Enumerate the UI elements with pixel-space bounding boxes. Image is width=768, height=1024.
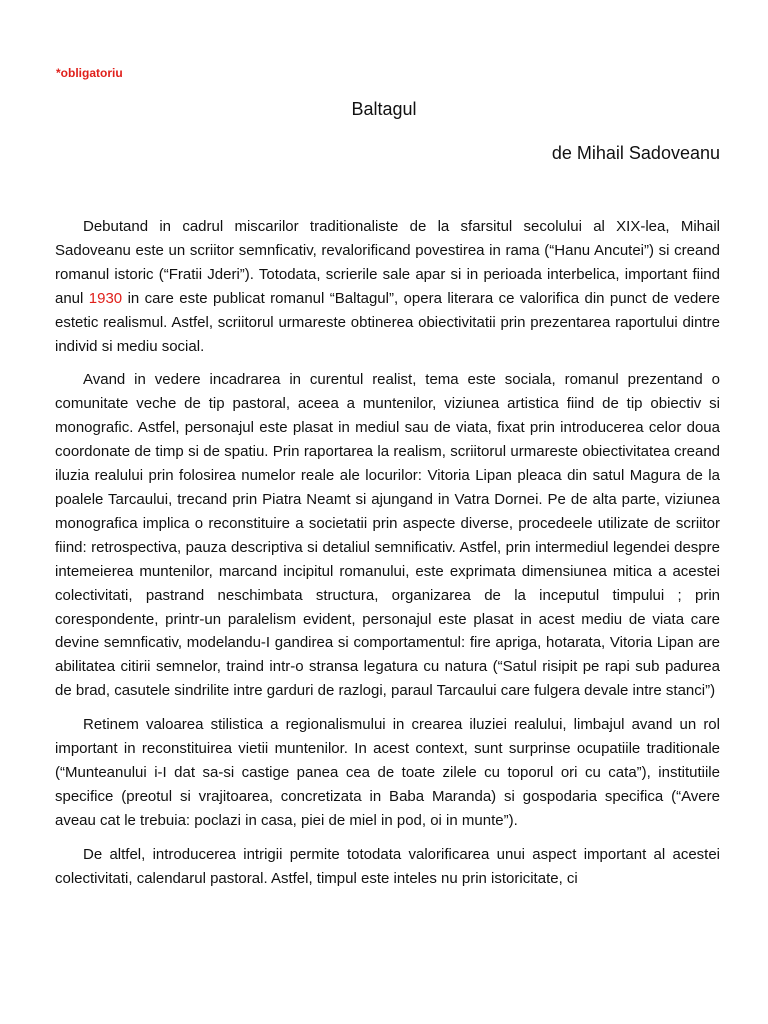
highlighted-year: 1930 <box>88 289 123 307</box>
paragraph-4: De altfel, introducerea intrigii permite totodata valorificarea unui aspect important al acestei colectivitati, calendarul pastoral. Astfel, timpul este inteles nu prin istoricitate, ci <box>55 845 720 887</box>
author-line: de Mihail Sadoveanu <box>551 143 720 163</box>
paragraph-1-text-before-year: Debutand in cadrul miscarilor traditionaliste de la sfarsitul secolului al XIX-lea, Mihail Sadoveanu este un scriitor semnficativ, revalorificand povestirea in rama (“Hanu Ancutei”) si creand romanul istoric (“Fratii Jderi”). Totodata, scrierile sale apar si in perioada interbelica, important fiind anul <box>55 218 720 307</box>
paragraph-1 <box>55 215 720 358</box>
paragraph-2: Avand in vedere incadrarea in curentul realist, tema este sociala, romanul prezentand o comunitate veche de tip pastoral, aceea a muntenilor, viziunea artistica fiind de tip obiectiv si monografic. Astfel, personajul este plasat in mediul sau de viata, fixat prin introducerea celor doua coordonate de timp si de spatiu. Prin raportarea la realism, scriitorul urmareste obiectivitatea creand iluzia realului prin folosirea numelor reale ale locurilor: Vitoria Lipan pleaca din satul Magura de la poalele Tarcaului, trecand prin Piatra Neamt si ajungand in Vatra Dornei. Pe de alta parte, viziunea monografica implica o reconstituire a societatii prin aspecte diverse, procedeele utilizate de scriitor fiind: retrospectiva, pauza descriptiva si detaliul semnificativ. Astfel, prin intermediul legendei despre intemeierea muntenilor, marcand incipitul romanului, este exprimata dimensiunea mitica a acestei colectivitati, pastrand neschimbata structura, organizarea de la inceputul timpului ; prin corespondente, printr-un paralelism evident, personajul este plasat in acest mediu de viata care devine semnficativ, modelandu-I gandirea si comportamentul: fire apriga, hotarata, Vitoria Lipan are abilitatea citirii semnelor, traind intr-o stransa legatura cu natura (“Satul risipit pe rapi sub padurea de brad, casutele sindrilite intre garduri de razlogi, paraul Tarcaului care fulgera devale intre stanci”) <box>55 371 720 700</box>
paragraph-1-text-after-year: in care este publicat romanul “Baltagul”, opera literara ce valorifica din punct de vedere estetic realismul. Astfel, scriitorul urmareste obtinerea obiectivitatii prin prezentarea raportului dintre individ si mediu social. <box>55 289 720 355</box>
essay-body <box>55 215 720 900</box>
required-note: *obligatoriu <box>56 66 123 80</box>
paragraph-3: Retinem valoarea stilistica a regionalismului in crearea iluziei realului, limbajul avand un rol important in reconstituirea vietii muntenilor. In acest context, sunt surprinse ocupatiile traditionale (“Munteanului i-I dat sa-si castige panea cea de toate zilele cu toporul ori cu cata”), institutiile specifice (preotul si vrajitoarea, concretizata in Baba Maranda) si gospodaria specifica (“Avere aveau cat le trebuia: poclazi in casa, piei de miel in pod, oi in munte”). <box>55 716 720 829</box>
document-title: Baltagul <box>351 99 417 119</box>
